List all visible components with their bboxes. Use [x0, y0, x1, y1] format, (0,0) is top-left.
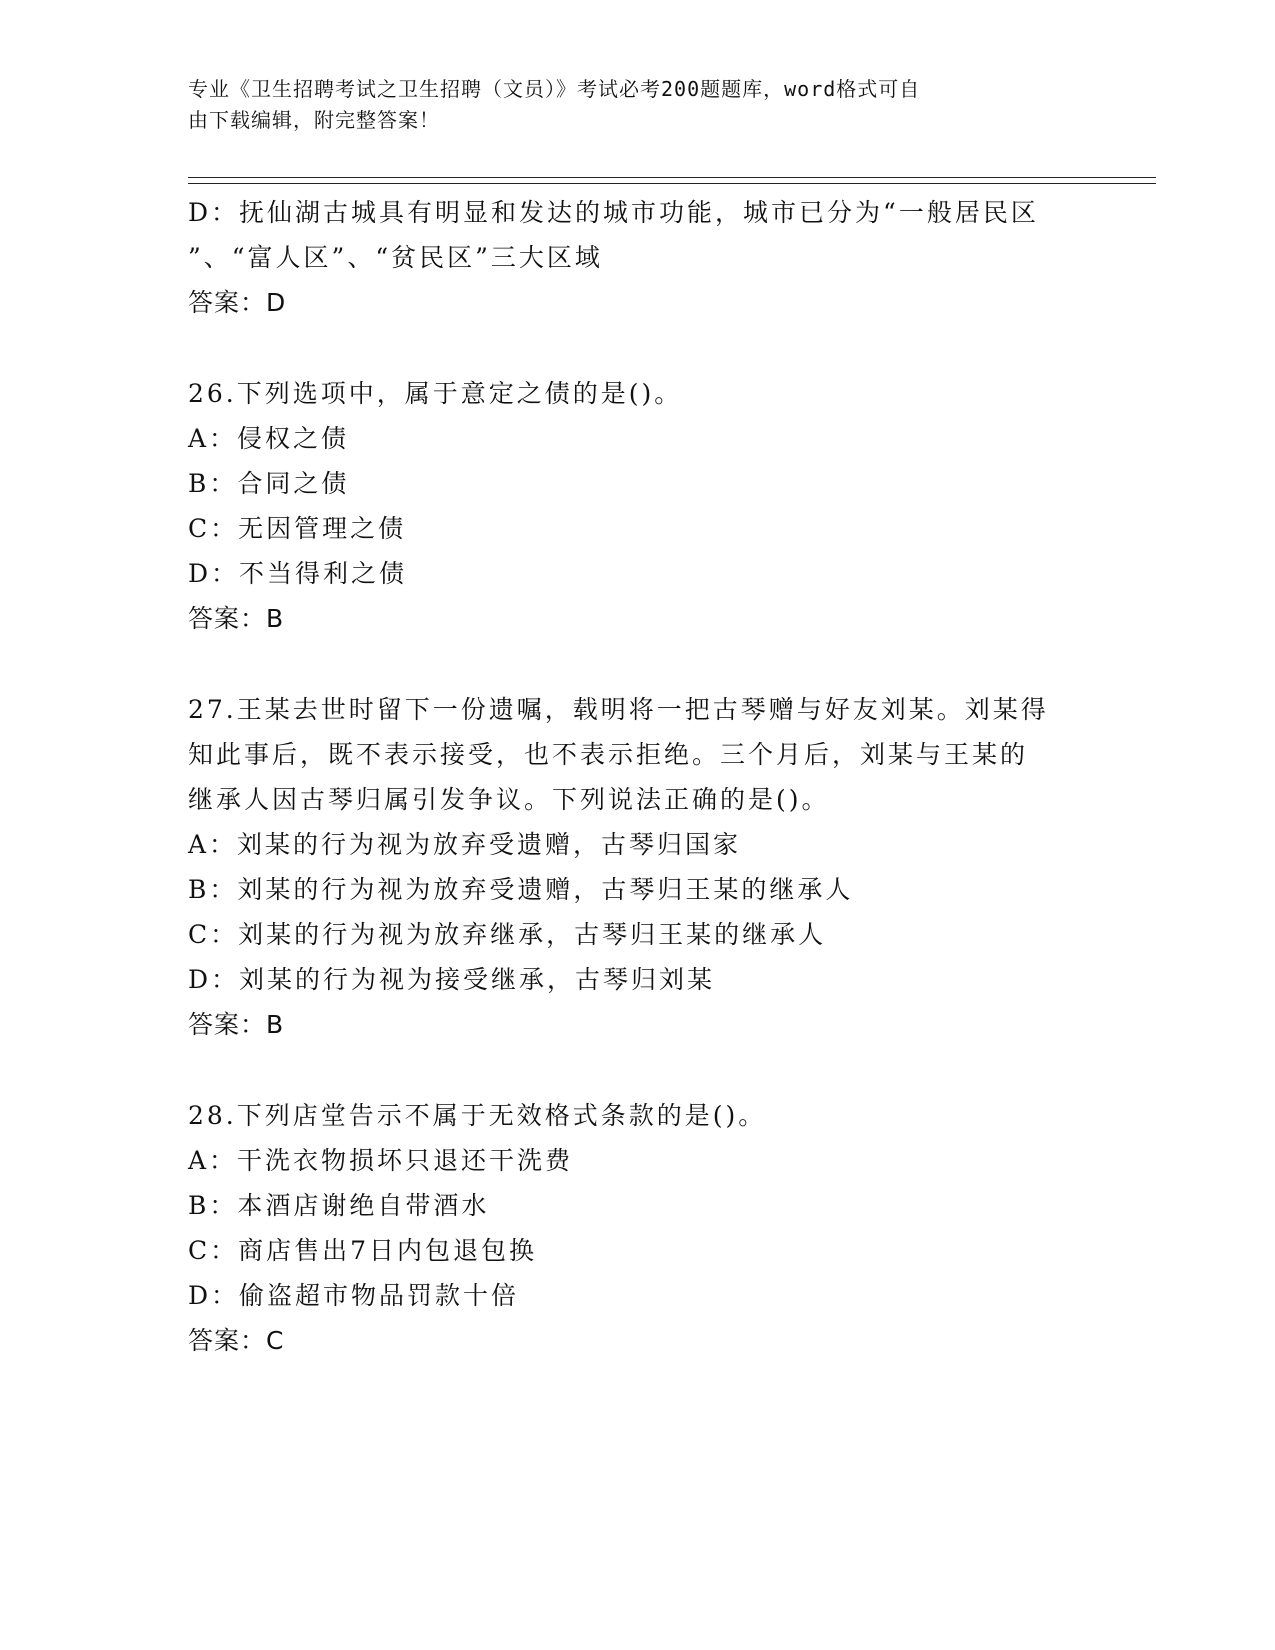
option-line: ”、“富人区”、“贫民区”三大区域	[188, 243, 603, 272]
option-line: C：刘某的行为视为放弃继承，古琴归王某的继承人	[188, 920, 827, 949]
answer-line: 答案：C	[188, 1326, 285, 1355]
option-line: C：商店售出7日内包退包换	[188, 1236, 538, 1265]
question-spacer	[188, 325, 1088, 371]
question-spacer	[188, 641, 1088, 687]
question-block	[188, 687, 1088, 1047]
question-list	[188, 190, 1088, 1363]
option-line: A：刘某的行为视为放弃受遗赠，古琴归国家	[188, 830, 742, 859]
header-title-line-1: 专业《卫生招聘考试之卫生招聘（文员）》考试必考200题题库，word格式可自	[188, 77, 921, 101]
question-spacer	[188, 1047, 1088, 1093]
question-stem: 26.下列选项中，属于意定之债的是()。	[188, 379, 683, 408]
option-line: A：侵权之债	[188, 424, 350, 453]
option-line: B：刘某的行为视为放弃受遗赠，古琴归王某的继承人	[188, 875, 854, 904]
document-header	[188, 74, 1068, 136]
header-divider-top	[188, 177, 1156, 178]
answer-line: 答案：B	[188, 1010, 285, 1039]
option-line: C：无因管理之债	[188, 514, 407, 543]
question-stem: 28.下列店堂告示不属于无效格式条款的是()。	[188, 1101, 767, 1130]
question-stem: 继承人因古琴归属引发争议。下列说法正确的是()。	[188, 785, 830, 814]
question-stem: 27.王某去世时留下一份遗嘱，载明将一把古琴赠与好友刘某。刘某得	[188, 695, 1049, 724]
question-block	[188, 1093, 1088, 1363]
question-block	[188, 190, 1088, 325]
option-line: B：合同之债	[188, 469, 350, 498]
answer-line: 答案：B	[188, 604, 285, 633]
answer-line: 答案：D	[188, 288, 287, 317]
option-line: B：本酒店谢绝自带酒水	[188, 1191, 490, 1220]
option-line: D：抚仙湖古城具有明显和发达的城市功能，城市已分为“一般居民区	[188, 198, 1039, 227]
option-line: D：偷盗超市物品罚款十倍	[188, 1281, 520, 1310]
question-stem: 知此事后，既不表示接受，也不表示拒绝。三个月后，刘某与王某的	[188, 740, 1029, 769]
option-line: D：不当得利之债	[188, 559, 408, 588]
question-block	[188, 371, 1088, 641]
option-line: A：干洗衣物损坏只退还干洗费	[188, 1146, 574, 1175]
header-divider-bottom	[188, 183, 1156, 184]
header-title-line-2: 由下载编辑，附完整答案！	[188, 108, 440, 132]
option-line: D：刘某的行为视为接受继承，古琴归刘某	[188, 965, 716, 994]
